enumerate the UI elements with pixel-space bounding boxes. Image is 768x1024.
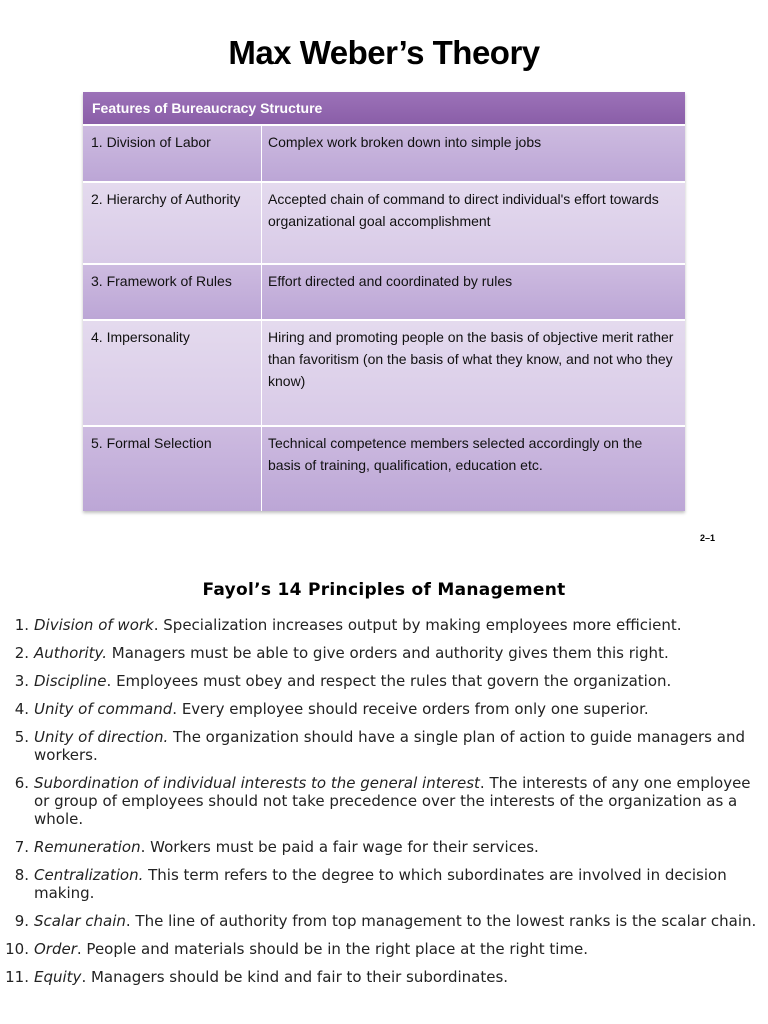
- item-number: 1.: [14, 616, 29, 634]
- item-number: 9.: [14, 912, 29, 930]
- principle-text: The organization should have a single plan of action to guide managers and workers.: [34, 728, 745, 764]
- list-item: [0, 774, 768, 828]
- list-item: [0, 672, 768, 690]
- principle-text: . The line of authority from top management to the lowest ranks is the scalar chain.: [125, 912, 757, 930]
- principle-text: . People and materials should be in the right place at the right time.: [76, 940, 589, 958]
- list-item: [0, 912, 768, 930]
- principles-list: [0, 616, 768, 996]
- item-number: 7.: [14, 838, 29, 856]
- principle-text: . Managers should be kind and fair to their subordinates.: [81, 968, 509, 986]
- principle-term: Equity: [34, 968, 82, 986]
- principle-term: Authority.: [34, 644, 108, 662]
- list-item: [0, 866, 768, 902]
- table-row: [83, 126, 685, 183]
- principle-term: Centralization.: [34, 866, 144, 884]
- principle-text: . Specialization increases output by making employees more efficient.: [153, 616, 682, 634]
- list-item: [0, 700, 768, 718]
- table-row: [83, 321, 685, 427]
- list-item: [0, 644, 768, 662]
- slide-title: Max Weber’s Theory: [228, 34, 540, 71]
- item-number: 5.: [14, 728, 29, 746]
- description-cell: Complex work broken down into simple jobs: [268, 134, 542, 150]
- principle-text: This term refers to the degree to which subordinates are involved in decision making.: [34, 866, 727, 902]
- item-number: 2.: [14, 644, 29, 662]
- principle-term: Division of work: [34, 616, 154, 634]
- list-item: [0, 940, 768, 958]
- principle-text: . Workers must be paid a fair wage for their services.: [140, 838, 539, 856]
- list-item: [0, 838, 768, 856]
- principle-text: . Every employee should receive orders from only one superior.: [172, 700, 649, 718]
- item-number: 3.: [14, 672, 29, 690]
- principle-term: Scalar chain: [34, 912, 126, 930]
- description-cell: Effort directed and coordinated by rules: [268, 273, 513, 289]
- description-cell: Hiring and promoting people on the basis of objective merit rather than favoritism (on the basis of what they know, and not who they know): [268, 329, 674, 389]
- description-cell: Accepted chain of command to direct individual's effort towards organizational goal accomplishment: [268, 191, 659, 229]
- principle-term: Unity of direction.: [34, 728, 169, 746]
- feature-cell: 4. Impersonality: [83, 321, 262, 425]
- principle-term: Subordination of individual interests to the general interest: [34, 774, 480, 792]
- section-heading: Fayol’s 14 Principles of Management: [202, 580, 566, 600]
- principle-text: Managers must be able to give orders and authority gives them this right.: [107, 644, 669, 662]
- description-cell: Technical competence members selected accordingly on the basis of training, qualification, education etc.: [268, 435, 643, 473]
- principle-term: Remuneration: [34, 838, 141, 856]
- table-header: Features of Bureaucracy Structure: [83, 92, 685, 126]
- feature-cell: 5. Formal Selection: [83, 427, 262, 511]
- item-number: 11.: [5, 968, 29, 986]
- principle-term: Discipline: [34, 672, 107, 690]
- table-row: [83, 427, 685, 511]
- feature-cell: 2. Hierarchy of Authority: [83, 183, 262, 263]
- list-item: [0, 728, 768, 764]
- feature-cell: 3. Framework of Rules: [83, 265, 262, 319]
- list-item: [0, 968, 768, 986]
- principle-text: . The interests of any one employee or group of employees should not take precedence over the interests of the organization as a whole.: [34, 774, 751, 828]
- principle-term: Unity of command: [34, 700, 173, 718]
- principle-term: Order: [34, 940, 77, 958]
- item-number: 4.: [14, 700, 29, 718]
- principle-text: . Employees must obey and respect the rules that govern the organization.: [106, 672, 672, 690]
- item-number: 8.: [14, 866, 29, 884]
- item-number: 6.: [14, 774, 29, 792]
- table-row: [83, 183, 685, 265]
- slide-number: 2–1: [700, 533, 716, 543]
- table-row: [83, 265, 685, 321]
- item-number: 10.: [5, 940, 29, 958]
- list-item: [0, 616, 768, 634]
- bureaucracy-table: [83, 92, 685, 511]
- feature-cell: 1. Division of Labor: [83, 126, 262, 181]
